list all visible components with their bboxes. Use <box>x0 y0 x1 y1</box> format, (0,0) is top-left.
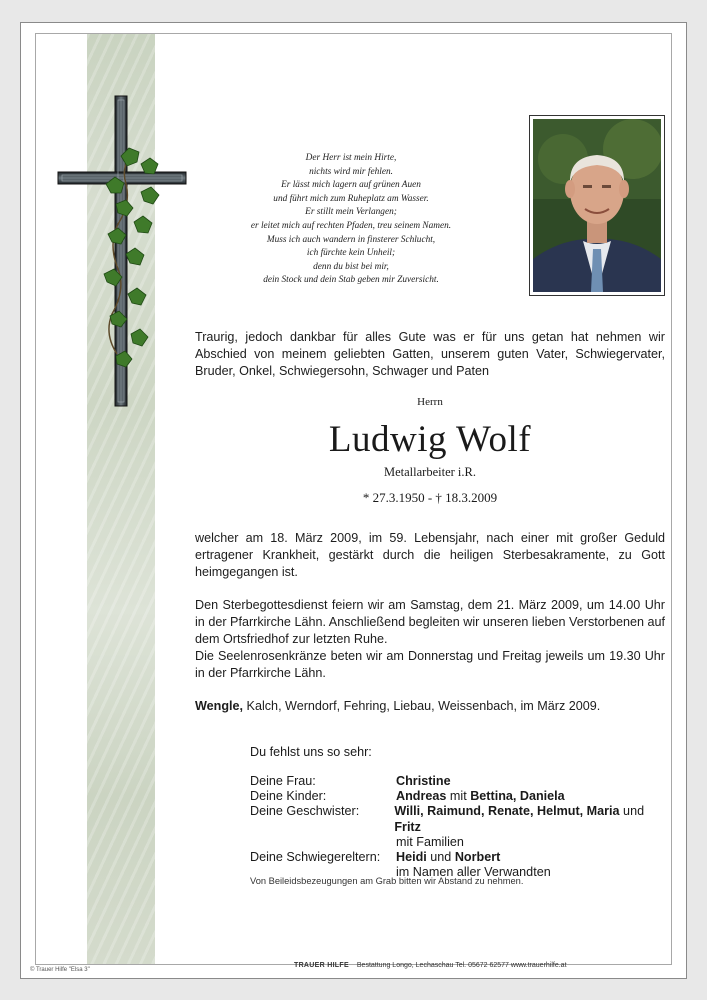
family-connector: und <box>619 804 645 819</box>
list-item <box>250 835 671 850</box>
psalm-line: nichts wird mir fehlen. <box>309 166 393 177</box>
family-name: Christine <box>396 774 451 788</box>
brand-logo: TRAUER HILFE <box>294 962 349 969</box>
family-label: Deine Frau: <box>250 774 316 788</box>
psalm-line: dein Stock und dein Stab geben mir Zuversicht. <box>263 275 439 286</box>
psalm-line: ich fürchte kein Unheil; <box>306 248 396 259</box>
portrait-photo <box>529 115 665 296</box>
death-text: welcher am 18. März 2009, im 59. Lebensjahr, nach einer mit großer Geduld ertragener Krankheit, gestärkt durch die heiligen Sterbesakramente, zu Gott heimgegangen ist. <box>195 531 665 579</box>
psalm-line: er leitet mich auf rechten Pfaden, treu seinem Namen. <box>250 220 452 231</box>
life-dates: * 27.3.1950 - † 18.3.2009 <box>362 490 498 505</box>
rosary-text: Die Seelenrosenkränze beten wir am Donnerstag und Freitag jeweils um 19.30 Uhr in der Pfarrkirche Lähn. <box>195 649 665 680</box>
footer-text: Bestattung Longo, Lechaschau Tel. 05672 62577 www.trauerhilfe.at <box>356 962 567 969</box>
deceased-name: Ludwig Wolf <box>328 419 532 460</box>
family-name: Bettina, Daniela <box>470 789 565 804</box>
family-list <box>250 774 671 880</box>
intro-text: Traurig, jedoch dankbar für alles Gute was er für uns getan hat nehmen wir Abschied von meinem geliebten Gatten, unserem guten Vater, Schwiegervater, Bruder, Onkel, Schwiegersohn, Schwager und Paten <box>195 330 665 378</box>
list-item <box>250 804 671 834</box>
family-note: mit Familien <box>396 834 464 849</box>
psalm-line: Muss ich auch wandern in finsterer Schlucht, <box>266 234 436 245</box>
family-label: Deine Geschwister: <box>250 804 360 819</box>
psalm-verse <box>226 152 476 288</box>
place-rest: Kalch, Werndorf, Fehring, Liebau, Weissenbach, im März 2009. <box>243 699 601 713</box>
list-item <box>250 850 671 865</box>
family-name: Willi, Raimund, Renate, Helmut, Maria <box>394 804 620 819</box>
copyright: © Trauer Hilfe "Elsa 3" <box>30 967 90 973</box>
psalm-line: Er lässt mich lagern auf grünen Auen <box>281 180 421 191</box>
family-connector: mit <box>446 789 471 804</box>
footer <box>294 962 567 969</box>
family-name: Heidi <box>396 850 427 865</box>
list-item <box>250 789 671 804</box>
funeral-text: Den Sterbegottesdienst feiern wir am Samstag, dem 21. März 2009, um 14.00 Uhr in der Pfarrkirche Lähn. Anschließend begleiten wir unseren lieben Verstorbenen auf dem Ortsfriedhof zur letzten Ruhe. <box>195 598 665 646</box>
family-name: Fritz <box>394 819 421 834</box>
psalm-line: und führt mich zum Ruheplatz am Wasser. <box>273 193 429 204</box>
family-note: im Namen aller Verwandten <box>396 865 551 880</box>
obituary-sheet <box>20 22 687 979</box>
list-item <box>250 774 671 789</box>
place-date <box>195 698 665 715</box>
condolence-note: Von Beileidsbezeugungen am Grab bitten wir Abstand zu nehmen. <box>250 876 524 886</box>
occupation: Metallarbeiter i.R. <box>384 465 476 479</box>
psalm-line: denn du bist bei mir, <box>313 261 389 272</box>
family-name: Andreas <box>396 789 447 804</box>
page-frame <box>35 33 672 969</box>
missed-line: Du fehlst uns so sehr: <box>250 745 372 759</box>
family-label: Deine Kinder: <box>250 789 327 804</box>
family-label: Deine Schwiegereltern: <box>250 850 381 865</box>
salutation: Herrn <box>417 396 443 408</box>
psalm-line: Er stillt mein Verlangen; <box>305 207 397 218</box>
psalm-line: Der Herr ist mein Hirte, <box>305 153 397 163</box>
cross-icon <box>46 94 196 414</box>
family-connector: und <box>426 850 455 865</box>
place-bold: Wengle, <box>195 699 244 713</box>
family-name: Norbert <box>454 850 501 865</box>
